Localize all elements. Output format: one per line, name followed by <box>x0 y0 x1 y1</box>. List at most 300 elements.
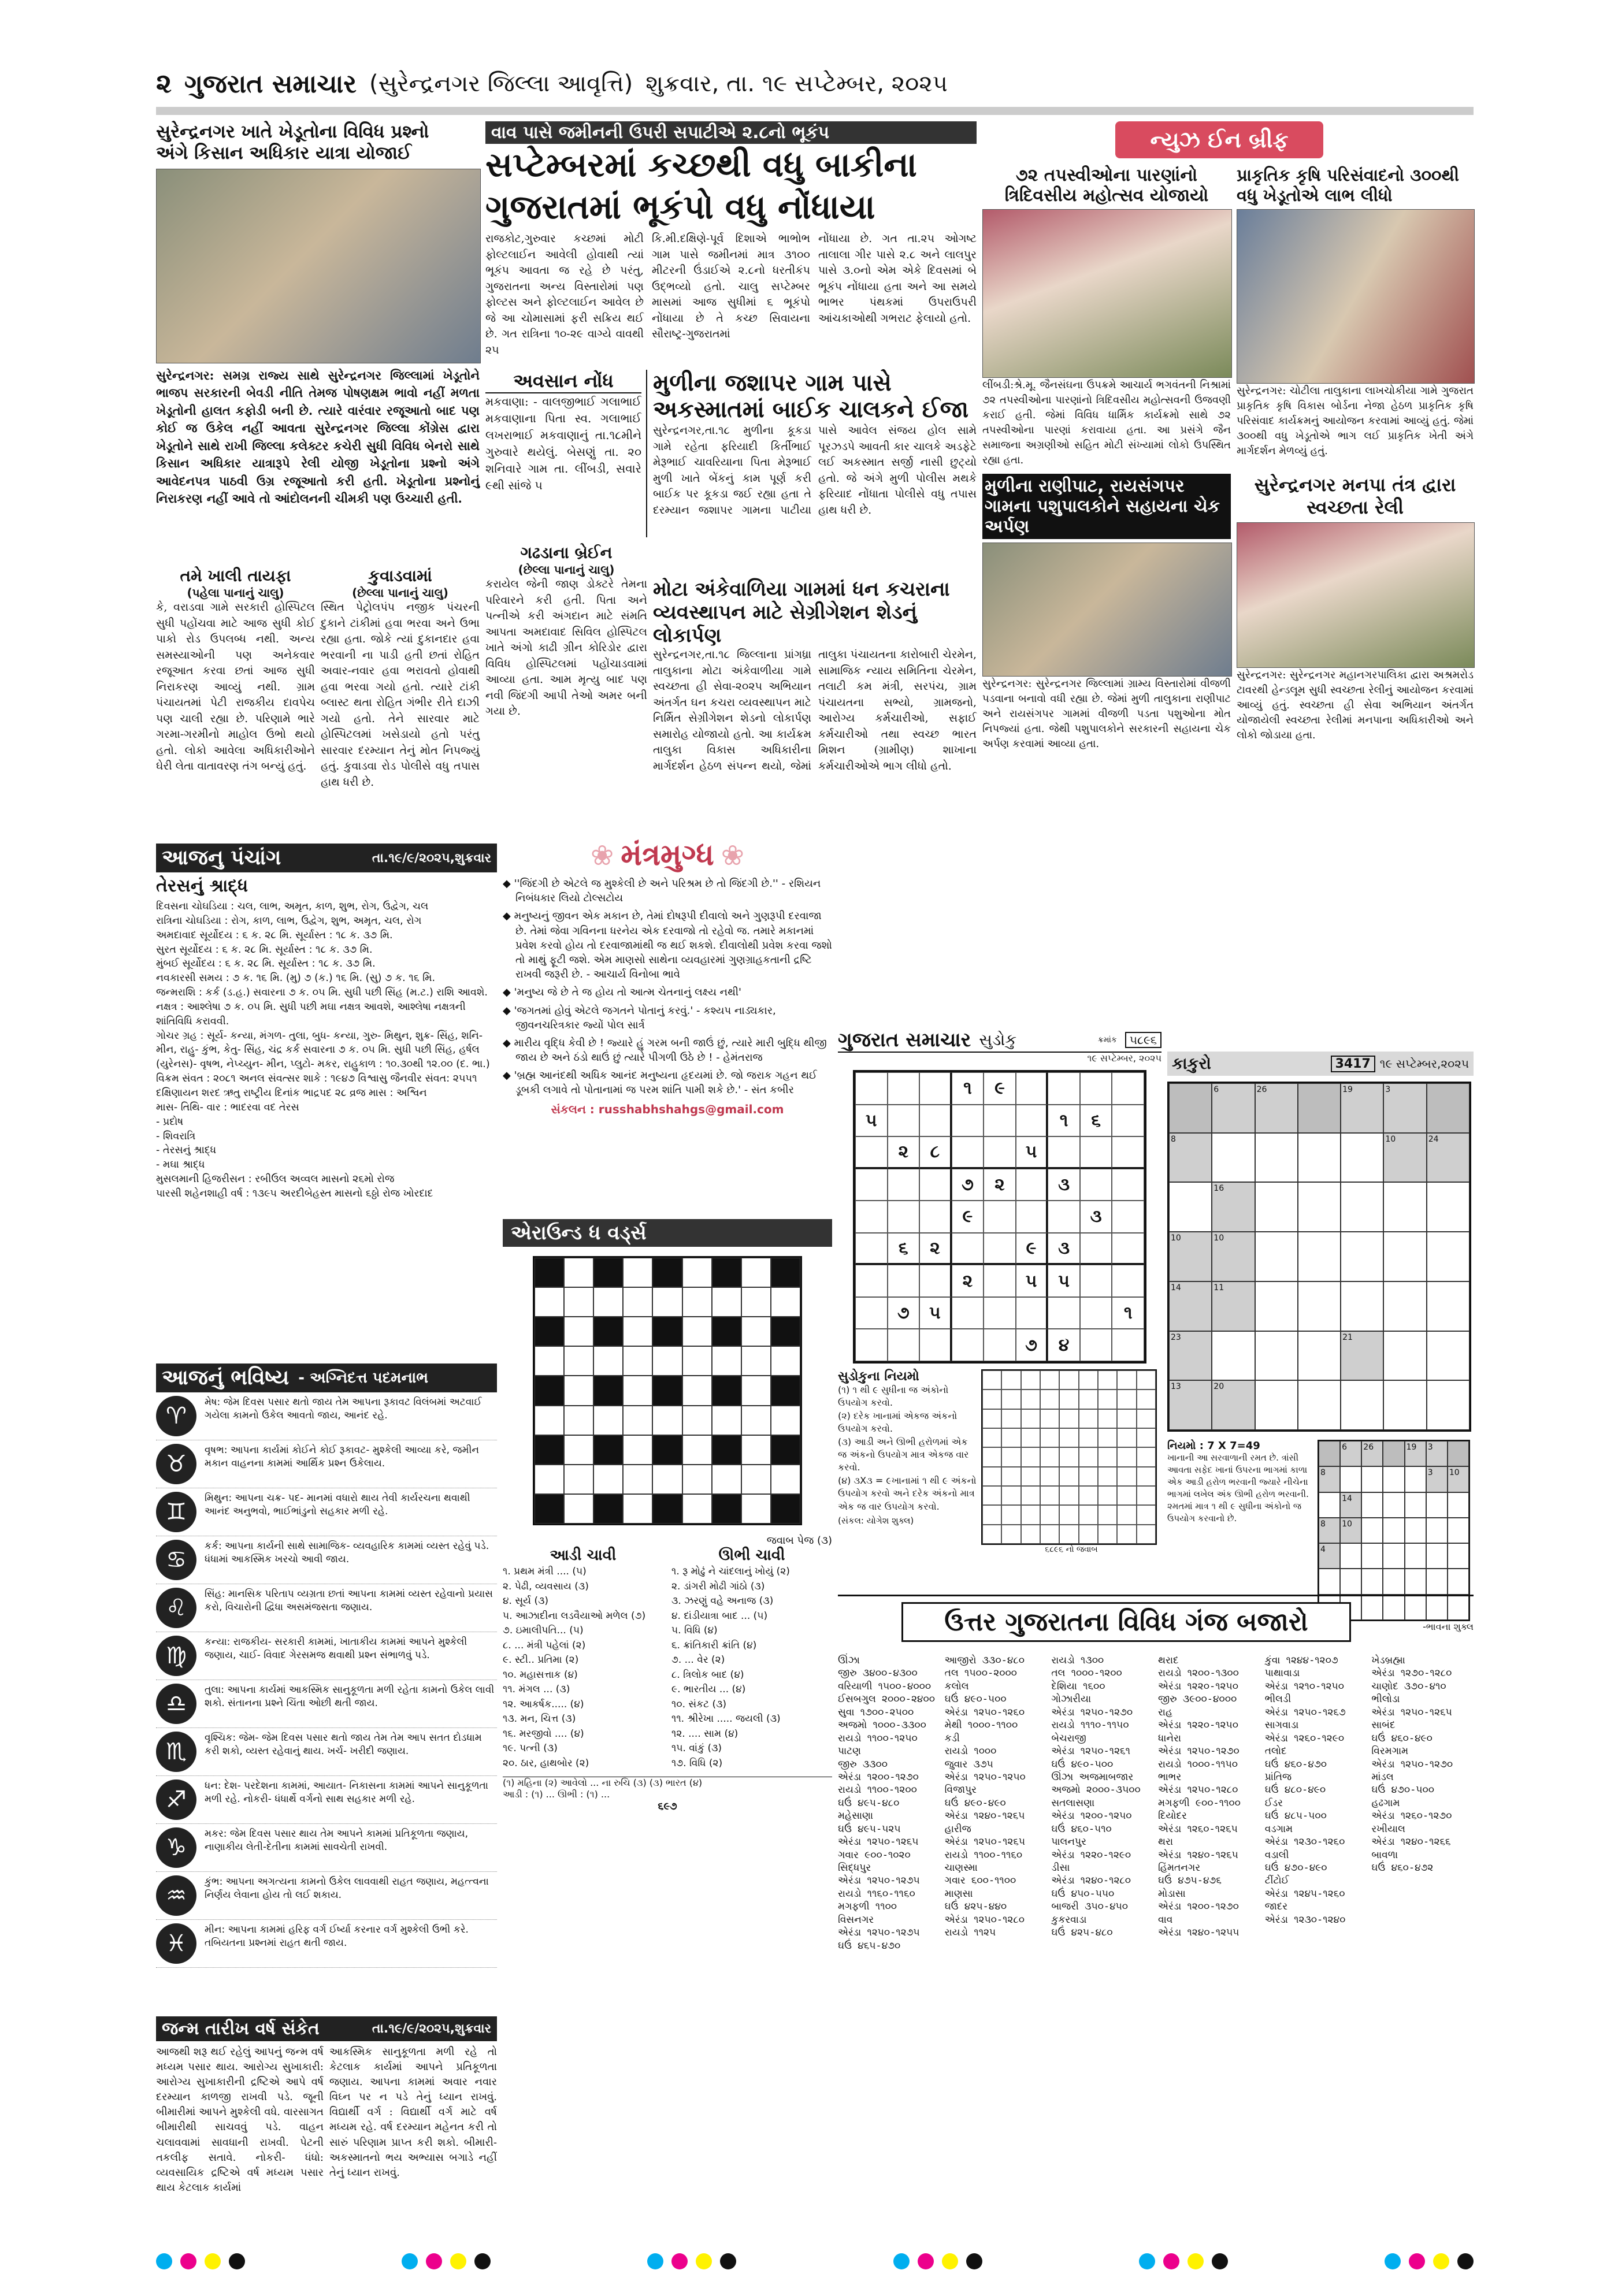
crossword-cell[interactable] <box>623 1494 652 1524</box>
kakuro-entry-cell[interactable] <box>1405 1466 1426 1492</box>
sudoku-cell[interactable] <box>1016 1201 1048 1233</box>
kakuro-author: -ભાવના શુક્લ <box>1423 1621 1474 1632</box>
panchang-line: પારસી શહેનશાહી વર્ષ : ૧૩૯૫ અરદીબેહસ્ત માસનો ૬ઠ્ઠો રોજ ખોરદાદ <box>156 1187 433 1199</box>
sudoku-cell[interactable]: ૬ <box>888 1233 920 1265</box>
crossword-cell[interactable] <box>623 1346 652 1376</box>
sudoku-cell[interactable]: ૫ <box>919 1297 952 1329</box>
kakuro-entry-cell[interactable] <box>1361 1518 1383 1543</box>
sudoku-cell[interactable] <box>1016 1105 1048 1137</box>
news-brief-title: ન્યુઝ ઈન બ્રીફ <box>1115 121 1323 158</box>
kakuro-clue-cell: 24 <box>1427 1133 1469 1183</box>
sudoku-cell[interactable]: ૫ <box>855 1105 888 1137</box>
diamond-bullet-icon: ◆ <box>503 986 514 999</box>
crossword-cell[interactable] <box>564 1346 593 1376</box>
sudoku-cell[interactable] <box>1048 1201 1080 1233</box>
sudoku-solution-cell <box>982 1447 1001 1466</box>
sudoku-cell[interactable] <box>1080 1233 1112 1265</box>
sudoku-cell[interactable] <box>888 1265 920 1297</box>
sudoku-cell[interactable]: ૮ <box>919 1136 952 1169</box>
kakuro-entry-cell[interactable] <box>1341 1133 1383 1183</box>
sudoku-cell[interactable]: ૫ <box>1016 1265 1048 1297</box>
horoscope-text: વૃષભ: આપના કાર્યમાં કોઈને કોઈ રૂકાવટ- મુશ્કેલી આવ્યા કરે, જમીન મકાન વાહનના કામમાં આર્થિક પ્રશ્ન ઉકેલાય. <box>205 1444 480 1469</box>
sudoku-cell[interactable] <box>952 1136 984 1169</box>
kakuro-entry-cell[interactable] <box>1361 1492 1383 1518</box>
kakuro-entry-cell[interactable] <box>1340 1466 1361 1492</box>
kakuro-entry-cell[interactable] <box>1383 1380 1426 1430</box>
sudoku-cell[interactable]: ૧ <box>1048 1105 1080 1137</box>
kakuro-entry-cell[interactable] <box>1383 1331 1426 1381</box>
sudoku-cell[interactable] <box>855 1201 888 1233</box>
kakuro-entry-cell[interactable] <box>1448 1569 1469 1594</box>
sudoku-cell[interactable] <box>888 1072 920 1105</box>
sudoku-cell[interactable] <box>984 1105 1016 1137</box>
zodiac-sign-icon: ♈ <box>156 1396 196 1436</box>
kakuro-entry-cell[interactable] <box>1405 1569 1426 1594</box>
zodiac-sign-icon: ♉ <box>156 1444 196 1484</box>
sudoku-solution-cell <box>1117 1486 1136 1505</box>
crossword-cell[interactable] <box>593 1406 623 1435</box>
crossword-cell[interactable] <box>564 1465 593 1494</box>
kakuro-entry-cell[interactable] <box>1427 1331 1469 1381</box>
sudoku-solution-cell <box>1098 1409 1117 1428</box>
sudoku-cell[interactable]: ૪ <box>1048 1329 1080 1361</box>
market-col-1: ઊંઝા જીરુ ૩૪૦૦-૪૩૦૦ વરિયાળી ૧૫૦૦-૪૦૦૦ ઈસબગુલ ૨૦૦૦-૨૪૦૦ સુવા ૧૭૦૦-૨૫૦૦ અજમો ૧૦૦૦-૩૩૦૦ રાયડો ૧૧૦૦-૧૨૫૦ પાટણ જીરુ ૩૩૦૦ એરંડા ૧૨૦૦-૧૨૭૦ રાયડો ૧૧૦૦-૧૨૦૦ ઘઉં ૪૯૫-૪૮૦ મહેસાણા ઘઉં ૪૯૫-૫૨૫ એરંડા ૧૨૫૦-૧૨૬૫ ગવાર ૯૦૦-૧૦૨૦ સિદ્ધપુર એરંડા ૧૨૫૦-૧૨૭૫ રાયડો ૧૧૬૦-૧૧૬૦ મગફળી ૧૧૦૦ વિસનગર એરંડા ૧૨૫૦-૧૨૭૫ ઘઉં ૪૬૫-૪૭૦ <box>838 1655 935 1952</box>
kakuro-entry-cell[interactable] <box>1255 1331 1298 1381</box>
crossword-cell[interactable] <box>771 1406 800 1435</box>
sudoku-cell[interactable]: ૭ <box>1016 1329 1048 1361</box>
kakuro-entry-cell[interactable] <box>1405 1492 1426 1518</box>
crossword-cell[interactable] <box>652 1287 682 1317</box>
kakuro-entry-cell[interactable] <box>1383 1466 1404 1492</box>
sudoku-cell[interactable] <box>1112 1169 1144 1201</box>
sudoku-solution-cell <box>1137 1505 1156 1524</box>
kakuro-entry-cell[interactable] <box>1427 1232 1469 1281</box>
sudoku-cell[interactable] <box>1080 1329 1112 1361</box>
news-in-brief <box>982 121 1474 832</box>
sudoku-cell[interactable] <box>919 1265 952 1297</box>
diamond-bullet-icon: ◆ <box>503 1069 514 1082</box>
across-clue: ૧. પ્રથમ મંત્રી .... (૫) <box>503 1566 587 1577</box>
crossword-cell[interactable] <box>741 1406 771 1435</box>
sudoku-solution-cell <box>1137 1467 1156 1486</box>
story-kisan-body: સુરેન્દ્રનગર: સમગ્ર રાજ્ય સાથે સુરેન્દ્રનગર જિલ્લામાં ખેડૂતોને ભાજપ સરકારની બેવડી નીતિ તેમજ પોષણક્ષમ ભાવો નહીં મળતા ખેડૂતોની હાલત કફોડી બની છે. ત્યારે વારંવાર રજૂઆતો બાદ પણ કોઈ જ ઉકેલ નહીં આવતા સુરેન્દ્રનગર જિલ્લા કોંગ્રેસ દ્વારા ખેડૂતોને સાથે રાખી જિલ્લા કલેક્ટર કચેરી સુધી વિવિધ બેનરો સાથે કિસાન અધિકાર યાત્રારૂપે રેલી યોજી ખેડૂતોના પ્રશ્નો અંગે આવેદનપત્ર પાઠવી ઉગ્ર રજૂઆતો કરી હતી. ખેડૂતોના પ્રશ્નોનું નિરાકરણ નહીં આવે તો આંદોલનની ચીમકી પણ ઉચ્ચારી હતી. <box>156 368 480 506</box>
kakuro-clue-cell: 10 <box>1383 1133 1426 1183</box>
sudoku-cell[interactable]: ૩ <box>1048 1169 1080 1201</box>
kakuro-entry-cell[interactable] <box>1169 1182 1212 1232</box>
kakuro-entry-cell[interactable] <box>1298 1232 1341 1281</box>
kakuro-entry-cell[interactable] <box>1361 1466 1383 1492</box>
crossword-cell[interactable] <box>712 1346 741 1376</box>
kakuro-entry-cell[interactable] <box>1298 1380 1341 1430</box>
crossword-cell[interactable] <box>593 1465 623 1494</box>
crossword-cell[interactable] <box>535 1406 564 1435</box>
story-earthquake <box>485 121 977 364</box>
sudoku-cell[interactable] <box>952 1233 984 1265</box>
sudoku-solution-cell <box>982 1486 1001 1505</box>
sudoku-cell[interactable] <box>855 1297 888 1329</box>
crossword-cell[interactable] <box>593 1346 623 1376</box>
sudoku-cell[interactable] <box>1048 1297 1080 1329</box>
kakuro-entry-cell[interactable] <box>1405 1518 1426 1543</box>
sudoku-cell[interactable] <box>1080 1297 1112 1329</box>
kakuro-entry-cell[interactable] <box>1383 1232 1426 1281</box>
quotes-box <box>503 838 832 1208</box>
crossword-cell[interactable] <box>741 1494 771 1524</box>
sudoku-solution-cell <box>1021 1409 1040 1428</box>
kakuro-entry-cell[interactable] <box>1255 1133 1298 1183</box>
sudoku-cell[interactable] <box>1048 1136 1080 1169</box>
sudoku-solution-caption: ૬૮૯૬ નો જવાબ <box>1045 1545 1098 1554</box>
crossword-cell[interactable] <box>741 1258 771 1287</box>
brief-3-body: સુરેન્દ્રનગર: સુરેન્દ્રનગર જિલ્લામાં ગ્રામ્ય વિસ્તારોમાં વીજળી પડવાના બનાવો વધી રહ્યા છે. જેમાં મુળી તાલુકાના રાણીપાટ અને રાયસંગપર ગામમાં વીજળી પડતા પશુઓના મોત નિપજ્યાં હતા. જેથી પશુપાલકોને સરકારની સહાયના ચેક અર્પણ કરવામાં આવ્યા હતા. <box>982 678 1231 751</box>
crossword-cell[interactable] <box>535 1287 564 1317</box>
panchang-line: નવકારસી સમય : ૭ ક. ૧૬ મિ. (મુ) ૭ (ક.) ૧૬ મિ. (સુ) ૭ ક. ૧૬ મિ. <box>156 972 436 984</box>
kakuro-entry-cell[interactable] <box>1426 1518 1448 1543</box>
kakuro-entry-cell[interactable] <box>1383 1281 1426 1331</box>
panchang-line: અમદાવાદ સૂર્યોદય : ૬ ક. ૨૮ મિ. સૂર્યાસ્ત : ૧૮ ક. ૩૭ મિ. <box>156 929 393 941</box>
sudoku-cell[interactable] <box>984 1201 1016 1233</box>
brief-1-photo <box>982 209 1232 378</box>
sudoku-cell[interactable] <box>984 1297 1016 1329</box>
crossword-cell[interactable] <box>593 1287 623 1317</box>
sudoku-cell[interactable]: ૯ <box>952 1201 984 1233</box>
registration-dot <box>1212 2253 1228 2269</box>
sudoku-solution-cell <box>1001 1467 1020 1486</box>
crossword-cell[interactable] <box>623 1406 652 1435</box>
kakuro-entry-cell[interactable] <box>1427 1380 1469 1430</box>
crossword-cell[interactable] <box>682 1494 712 1524</box>
crossword-cell[interactable] <box>741 1465 771 1494</box>
kakuro-entry-cell[interactable] <box>1448 1492 1469 1518</box>
crossword-cell[interactable] <box>564 1317 593 1346</box>
kakuro-entry-cell[interactable] <box>1341 1281 1383 1331</box>
kakuro-entry-cell[interactable] <box>1427 1182 1469 1232</box>
sudoku-solution-cell <box>982 1505 1001 1524</box>
crossword-cell[interactable] <box>623 1435 652 1465</box>
crossword-cell <box>712 1376 741 1405</box>
sudoku-solution-cell <box>1001 1409 1020 1428</box>
crossword-cell[interactable] <box>564 1406 593 1435</box>
sudoku-cell[interactable] <box>855 1169 888 1201</box>
sudoku-cell[interactable]: ૯ <box>1016 1233 1048 1265</box>
crossword-cell <box>771 1317 800 1346</box>
kakuro-rules-body: ખાનાની આ સરવાળાની રમત છે. ત્રાંસી આવતા સફેદ ખાનાં ઉપરના ભાગમાં કાળા એક આડી હરોળ ભરવાની જ્યારે નીચેના ભાગમાં લખેલ અંક ઊભી હરોળ ભરવાની. ૨મતમાં માત્ર ૧ થી ૯ સુધીના અંકોનો જ ઉપયોગ કરવાનો છે. <box>1167 1452 1309 1524</box>
sudoku-cell[interactable] <box>1112 1136 1144 1169</box>
market-title: ઉત્તર ગુજરાતના વિવિધ ગંજ બજારો <box>901 1602 1351 1642</box>
sudoku-cell[interactable] <box>952 1105 984 1137</box>
kakuro-entry-cell[interactable] <box>1405 1543 1426 1569</box>
kakuro-entry-cell[interactable] <box>1255 1182 1298 1232</box>
sudoku-cell[interactable]: ૭ <box>888 1297 920 1329</box>
crossword-footer-2: આડી : (૧) ... ઊભી : (૧) ... <box>503 1789 610 1800</box>
crossword-cell[interactable] <box>652 1465 682 1494</box>
crossword-cell[interactable] <box>682 1258 712 1287</box>
sudoku-cell[interactable]: ૯ <box>984 1072 1016 1105</box>
sudoku-cell[interactable] <box>855 1136 888 1169</box>
crossword-cell[interactable] <box>564 1435 593 1465</box>
sudoku-solution-cell <box>1098 1525 1117 1544</box>
kakuro-entry-cell[interactable] <box>1298 1182 1341 1232</box>
sudoku-rule: (૨) દરેક ખાનામાં એકજ અંકનો ઉપયોગ કરવો. <box>838 1410 958 1435</box>
story-muli-body: સુરેન્દ્રનગર,તા.૧૮ મુળીના કૂકડા ગામે રહેતા ફરિયાદી કિર્તીભાઈ મેરૂભાઈ ચાવરિયાના પિતા મેરૂભાઈ મુળી ખાતે બેંકનું કામ પૂર્ણ કરી બાઈક પર કૂકડા જઈ રહ્યા હતા તે દરમ્યાન જશાપર ગામના પાટીયા પાસે આવેલ સંજય હોલ સામે પૂરઝડપે આવતી કાર ચાલકે અડફેટે લઈ અકસ્માત સર્જી નાસી છુટ્યો હતો. જે અંગે મુળી પોલીસ મથકે ફરિયાદ નોંધાતા પોલીસે વધુ તપાસ હાથ ધરી છે. <box>653 424 977 517</box>
quotes-contact-email[interactable]: russhabhshahgs@gmail.com <box>598 1102 784 1116</box>
crossword-cell[interactable] <box>623 1287 652 1317</box>
crossword-cell[interactable] <box>623 1465 652 1494</box>
story-earthquake-col-3: નોંધાયા છે. ગત તા.૨૫ ઓગષ્ટ તાલાલા ગીર પાસે ૨.૮ અને લાલપુર પાસે ૩.૦નો એમ એકે દિવસમાં બે ભૂકંપ નોંધાયા હતા અને આ સમયે ભાભર પંથકમાં ઉપરાઉપરી આંચકાઓથી ગભરાટ ફેલાયો હતો. <box>818 232 977 325</box>
kakuro-entry-cell[interactable] <box>1383 1543 1404 1569</box>
kakuro-entry-cell[interactable] <box>1255 1380 1298 1430</box>
sudoku-cell[interactable]: ૫ <box>1048 1265 1080 1297</box>
crossword-cell[interactable] <box>771 1287 800 1317</box>
sudoku-cell[interactable] <box>1112 1329 1144 1361</box>
sudoku-cell[interactable] <box>984 1265 1016 1297</box>
kakuro-entry-cell[interactable] <box>1361 1569 1383 1594</box>
sudoku-cell[interactable] <box>888 1105 920 1137</box>
sudoku-cell[interactable]: ૨ <box>952 1265 984 1297</box>
sudoku-solution-cell <box>1001 1370 1020 1390</box>
sudoku-credit: (સંકલ: યોગેશ શુક્લ) <box>838 1515 914 1526</box>
registration-dot <box>229 2253 245 2269</box>
crossword-cell[interactable] <box>741 1346 771 1376</box>
crossword-cell[interactable] <box>682 1287 712 1317</box>
crossword-cell <box>652 1376 682 1405</box>
horoscope-text: મીન: આપના કામમાં હરિફ વર્ગ ઈર્ષ્યા કરનાર વર્ગ મુશ્કેલી ઉભી કરે. તબિયતના પ્રશ્નમાં રાહત થતી જાય. <box>205 1924 469 1949</box>
kuvada-sub: (છેલ્લા પાનાનું ચાલુ) <box>352 586 448 600</box>
sudoku-solution-cell <box>1117 1505 1136 1524</box>
panchang-line: મુંબઈ સૂર્યોદય : ૬ ક. ૨૮ મિ. સૂર્યાસ્ત : ૧૮ ક. ૩૭ મિ. <box>156 958 376 970</box>
sudoku-cell[interactable] <box>1112 1072 1144 1105</box>
sudoku-cell[interactable] <box>1080 1169 1112 1201</box>
sudoku-cell[interactable] <box>855 1329 888 1361</box>
kuvada-title: કુવાડવામાં <box>368 566 432 585</box>
crossword-cell <box>712 1317 741 1346</box>
sudoku-solution-cell <box>1117 1390 1136 1409</box>
sudoku-solution-cell <box>1079 1467 1098 1486</box>
kakuro-entry-cell[interactable] <box>1448 1518 1469 1543</box>
sudoku-cell[interactable] <box>1048 1072 1080 1105</box>
sudoku-cell[interactable] <box>919 1072 952 1105</box>
crossword-cell[interactable] <box>682 1435 712 1465</box>
market-col-4: થરાદ રાયડો ૧૨૦૦-૧૩૦૦ એરંડા ૧૨૨૦-૧૨૫૦ જીરુ ૩૯૦૦-૪૦૦૦ રાહ એરંડા ૧૨૨૦-૧૨૫૦ ધાનેરા એરંડા ૧૨૫૦-૧૨૭૦ રાયડો ૧૦૦૦-૧૧૫૦ ભાભર એરંડા ૧૨૫૦-૧૨૮૦ મગફળી ૯૦૦-૧૧૦૦ દિયોદર એરંડા ૧૨૬૦-૧૨૬૫ થરા એરંડા ૧૨૪૦-૧૨૬૫ હિંમતનગર ઘઉં ૪૭૫-૪૭૬ મોડાસા એરંડા ૧૨૦૦-૧૨૭૦ વાવ એરંડા ૧૨૪૦-૧૨૫૫ <box>1158 1655 1241 1939</box>
kakuro-entry-cell[interactable] <box>1298 1331 1341 1381</box>
crossword-cell <box>535 1317 564 1346</box>
kakuro-entry-cell[interactable] <box>1212 1133 1255 1183</box>
panchang-line: વિક્રમ સંવત : ૨૦૮૧ અનલ સંવત્સર શાકે : ૧૯૪૭ વિશ્વાસુ જૈનવીર સંવત: ૨૫૫૧ <box>156 1073 477 1085</box>
panchang-line: સુરત સૂર્યોદય : ૬ ક. ૨૮ મિ. સૂર્યાસ્ત : ૧૮ ક. ૩૭ મિ. <box>156 943 373 956</box>
kakuro-clue-cell: 4 <box>1319 1543 1340 1569</box>
sudoku-cell[interactable] <box>984 1233 1016 1265</box>
sudoku-cell[interactable]: ૬ <box>1080 1105 1112 1137</box>
kakuro-solution-grid <box>1318 1440 1470 1621</box>
sudoku-cell[interactable]: ૭ <box>952 1169 984 1201</box>
horoscope-author: - અગ્નિદત્ત પદમનાભ <box>298 1369 429 1387</box>
kakuro-clue-cell: 10 <box>1169 1232 1212 1281</box>
sudoku-cell[interactable] <box>888 1169 920 1201</box>
down-title: ઊભી ચાવી <box>718 1547 785 1564</box>
kakuro-entry-cell[interactable] <box>1319 1492 1340 1518</box>
sudoku-cell[interactable] <box>1112 1105 1144 1137</box>
sudoku-solution-cell <box>1137 1428 1156 1447</box>
quote-text: 'જગતમાં હોવું એટલે જગતને પોતાનું કરવું.' - કશ્યપ નાડ્યકાર, જીવનચરિત્રકાર જ્યોં પોલ સાર્ત્ર <box>514 1004 776 1031</box>
sudoku-cell[interactable]: ૩ <box>1048 1233 1080 1265</box>
crossword-cell[interactable] <box>712 1465 741 1494</box>
horoscope-text: કુંભ: આપના અગત્યના કામનો ઉકેલ લાવવાથી રાહત જણાય, મહત્ત્વના નિર્ણય લેવાના હોય તો લઈ શકાય. <box>205 1876 489 1901</box>
registration-dot <box>893 2253 910 2269</box>
kakuro-entry-cell[interactable] <box>1341 1182 1383 1232</box>
horoscope-item <box>156 1728 497 1776</box>
kakuro-header <box>1167 1052 1474 1076</box>
sudoku-cell[interactable] <box>855 1072 888 1105</box>
crossword-footer-code: ૬૯૭ <box>658 1800 677 1812</box>
sudoku-solution-cell <box>1001 1428 1020 1447</box>
kakuro-entry-cell[interactable] <box>1298 1133 1341 1183</box>
kakuro-entry-cell[interactable] <box>1383 1182 1426 1232</box>
down-clue: ૫. વિધિ (૪) <box>671 1625 718 1636</box>
kakuro-entry-cell[interactable] <box>1426 1569 1448 1594</box>
crossword-cell[interactable] <box>564 1258 593 1287</box>
quote-item <box>503 985 832 1000</box>
crossword-cell[interactable] <box>741 1376 771 1405</box>
panchang-line: મુસલમાની હિજરીસન : રબીઉલ અવ્વલ માસનો ૨૬મો રોજ <box>156 1173 395 1186</box>
kakuro-entry-cell[interactable] <box>1298 1281 1341 1331</box>
crossword-answer-label: જવાબ પેજ (૩) <box>766 1535 832 1547</box>
sudoku-cell[interactable] <box>952 1329 984 1361</box>
crossword-cell[interactable] <box>682 1376 712 1405</box>
sudoku-cell[interactable] <box>1080 1265 1112 1297</box>
crossword-cell[interactable] <box>712 1287 741 1317</box>
crossword-cell[interactable] <box>682 1465 712 1494</box>
crossword-cell[interactable] <box>682 1346 712 1376</box>
kakuro-entry-cell[interactable] <box>1383 1569 1404 1594</box>
kakuro-entry-cell[interactable] <box>1340 1569 1361 1594</box>
sudoku-cell[interactable] <box>919 1329 952 1361</box>
kakuro-blank-cell <box>1298 1083 1341 1133</box>
sudoku-cell[interactable] <box>984 1329 1016 1361</box>
kakuro-entry-cell[interactable] <box>1427 1281 1469 1331</box>
kakuro-entry-cell[interactable] <box>1426 1492 1448 1518</box>
registration-dot <box>696 2253 712 2269</box>
sudoku-cell[interactable] <box>1016 1297 1048 1329</box>
crossword-cell[interactable] <box>771 1465 800 1494</box>
kakuro-entry-cell[interactable] <box>1340 1543 1361 1569</box>
crossword-cell[interactable] <box>535 1346 564 1376</box>
sudoku-cell[interactable] <box>952 1297 984 1329</box>
crossword-cell[interactable] <box>741 1287 771 1317</box>
crossword-cell <box>712 1258 741 1287</box>
crossword-cell[interactable] <box>652 1406 682 1435</box>
crossword-cell[interactable] <box>564 1287 593 1317</box>
sudoku-cell[interactable] <box>888 1329 920 1361</box>
kakuro-entry-cell[interactable] <box>1341 1380 1383 1430</box>
crossword-cell[interactable] <box>623 1376 652 1405</box>
crossword-cell[interactable] <box>535 1465 564 1494</box>
sudoku-cell[interactable] <box>1080 1072 1112 1105</box>
sudoku-cell[interactable]: ૧ <box>952 1072 984 1105</box>
crossword-cell[interactable] <box>564 1494 593 1524</box>
sudoku-cell[interactable] <box>1016 1169 1048 1201</box>
kakuro-entry-cell[interactable] <box>1383 1518 1404 1543</box>
crossword-cell[interactable] <box>712 1406 741 1435</box>
sudoku-solution-cell <box>1021 1447 1040 1466</box>
sudoku-cell[interactable]: ૫ <box>1016 1136 1048 1169</box>
quote-text: 'બ્રહ્મ આનંદથી અધિક આનંદ મનુષ્યના હૃદયમાં છે. જો જરાક ગહન થઈ ડૂબકી લગાવે તો પોતાનામાં જ પરમ શાંતિ પામી શકે છે.' - સંત કબીર <box>514 1069 817 1097</box>
crossword-cell[interactable] <box>682 1317 712 1346</box>
registration-marks <box>156 2253 1474 2276</box>
kakuro-entry-cell[interactable] <box>1361 1543 1383 1569</box>
story-earthquake-headline-2: ગુજરાતમાં ભૂકંપો વધુ નોંધાયા <box>485 187 875 226</box>
quote-item <box>503 1036 832 1065</box>
crossword-cell[interactable] <box>682 1406 712 1435</box>
sudoku-cell[interactable] <box>888 1201 920 1233</box>
registration-dot <box>720 2253 736 2269</box>
crossword-cell[interactable] <box>771 1346 800 1376</box>
story-shed-headline-1: મોટા અંકેવાળિયા ગામમાં ધન કચરાના <box>653 578 950 601</box>
sudoku-cell[interactable] <box>919 1201 952 1233</box>
kakuro-entry-cell[interactable] <box>1255 1232 1298 1281</box>
kakuro-entry-cell[interactable] <box>1212 1331 1255 1381</box>
sudoku-cell[interactable] <box>1112 1265 1144 1297</box>
across-title: આડી ચાવી <box>550 1547 617 1564</box>
crossword-cell[interactable] <box>623 1258 652 1287</box>
kakuro-grid[interactable] <box>1167 1082 1471 1432</box>
sudoku-solution-cell <box>982 1525 1001 1544</box>
sudoku-cell[interactable] <box>855 1233 888 1265</box>
crossword-cell <box>712 1435 741 1465</box>
crossword-cell[interactable] <box>564 1376 593 1405</box>
sudoku-cell[interactable]: ૧ <box>1112 1297 1144 1329</box>
panchang-line: દિવસના ચોઘડિયા : ચલ, લાભ, અમૃત, કાળ, શુભ, રોગ, ઉદ્વેગ, ચલ <box>156 901 429 912</box>
kakuro-entry-cell[interactable] <box>1341 1232 1383 1281</box>
crossword-cell[interactable] <box>741 1435 771 1465</box>
sudoku-cell[interactable] <box>1112 1201 1144 1233</box>
sudoku-cell[interactable]: ૨ <box>919 1233 952 1265</box>
kakuro-entry-cell[interactable] <box>1448 1543 1469 1569</box>
sudoku-solution-cell <box>1079 1525 1098 1544</box>
continuation-khali <box>156 566 315 826</box>
sudoku-cell[interactable] <box>919 1105 952 1137</box>
sudoku-cell[interactable] <box>1112 1233 1144 1265</box>
kakuro-entry-cell[interactable] <box>1383 1492 1404 1518</box>
crossword-cell[interactable] <box>652 1346 682 1376</box>
kakuro-entry-cell[interactable] <box>1255 1281 1298 1331</box>
registration-dot <box>426 2253 442 2269</box>
sudoku-grid[interactable] <box>853 1070 1146 1364</box>
brief-4-photo <box>1237 522 1475 668</box>
sudoku-cell[interactable] <box>919 1169 952 1201</box>
registration-dot-group <box>893 2253 982 2276</box>
sudoku-cell[interactable] <box>1080 1136 1112 1169</box>
sudoku-cell[interactable] <box>1016 1072 1048 1105</box>
story-segregation-shed <box>653 578 977 826</box>
quote-text: મનુષ્યનું જીવન એક મકાન છે, તેમાં દોષરૂપી દીવાલો અને ગુણરૂપી દરવાજા છે. તેમાં જેવા ગવિનના ધરનેય એક દરવાજો તો રહેવો જ. તમારે મકાનમાં પ્રવેશ કરવો હોય તો દરવાજામાંથી જ થઈ શકશે. દીવાલોથી પ્રવેશ કરવા જશો તો માથું ફૂટી જશે. એમ માણસો સાથેના વ્યવહારમાં ગુણગ્રાહકતાની દ્રષ્ટિ રાખવી જરૂરી છે. - આચાર્ય વિનોબા ભાવે <box>514 910 832 981</box>
lotus-right-icon: ❀ <box>721 839 744 872</box>
story-shed-body: સુરેન્દ્રનગર,તા.૧૮ જિલ્લાના પ્રાંગધ્રા તાલુકાના મોટા અંકેવાળીયા ગામે સ્વચ્છતા હી સેવા-૨૦૨૫ અભિયાન અંતર્ગત ઘન કચરા વ્યવસ્થાપન માટે નિર્મિત સેગ્રીગેશન શેડનો લોકાર્પણ સમારોહ યોજાયો હતો. આ કાર્યક્રમ તાલુકા વિકાસ અધિકારીના માર્ગદર્શન હેઠળ સંપન્ન થયો, જેમાં તાલુકા પંચાયતના કારોબારી ચેરમેન, સામાજિક ન્યાય સમિતિના ચેરમેન, તલાટી કમ મંત્રી, સરપંચ, ગ્રામ પંચાયતના સભ્યો, ગ્રામજનો, આરોગ્ય કર્મચારીઓ, સફાઈ કર્મચારીઓ તથા સ્વચ્છ ભારત મિશન (ગ્રામીણ) શાખાના કર્મચારીઓએ ભાગ લીધો હતો. <box>653 648 977 772</box>
kakuro-entry-cell[interactable] <box>1426 1543 1448 1569</box>
sudoku-cell[interactable]: ૨ <box>888 1136 920 1169</box>
sudoku-cell[interactable]: ૩ <box>1080 1201 1112 1233</box>
crossword-grid[interactable] <box>533 1256 802 1525</box>
brief-2-body: સુરેન્દ્રનગર: ચોટીલા તાલુકાના લાખચોકીયા ગામે ગુજરાત પ્રાકૃતિક કૃષિ વિકાસ બોર્ડના નેજા હેઠળ પ્રાકૃતિક કૃષિ પરિસંવાદ કાર્યક્રમનું આયોજન કરવામાં આવ્યું હતું. જેમાં ૩૦૦થી વધુ ખેડૂતોએ ભાગ લઈ પ્રાકૃતિક ખેતી અંગે માર્ગદર્શન મેળવ્યું હતું. <box>1237 385 1474 458</box>
kakuro-entry-cell[interactable] <box>1319 1569 1340 1594</box>
crossword-cell[interactable] <box>623 1317 652 1346</box>
sudoku-cell[interactable] <box>984 1136 1016 1169</box>
sudoku-solution-cell <box>1098 1428 1117 1447</box>
sudoku-cell[interactable]: ૨ <box>984 1169 1016 1201</box>
sudoku-cell[interactable] <box>855 1265 888 1297</box>
kakuro-clue-cell: 6 <box>1212 1083 1255 1133</box>
crossword-cell[interactable] <box>741 1317 771 1346</box>
zodiac-sign-icon: ♐ <box>156 1779 196 1820</box>
